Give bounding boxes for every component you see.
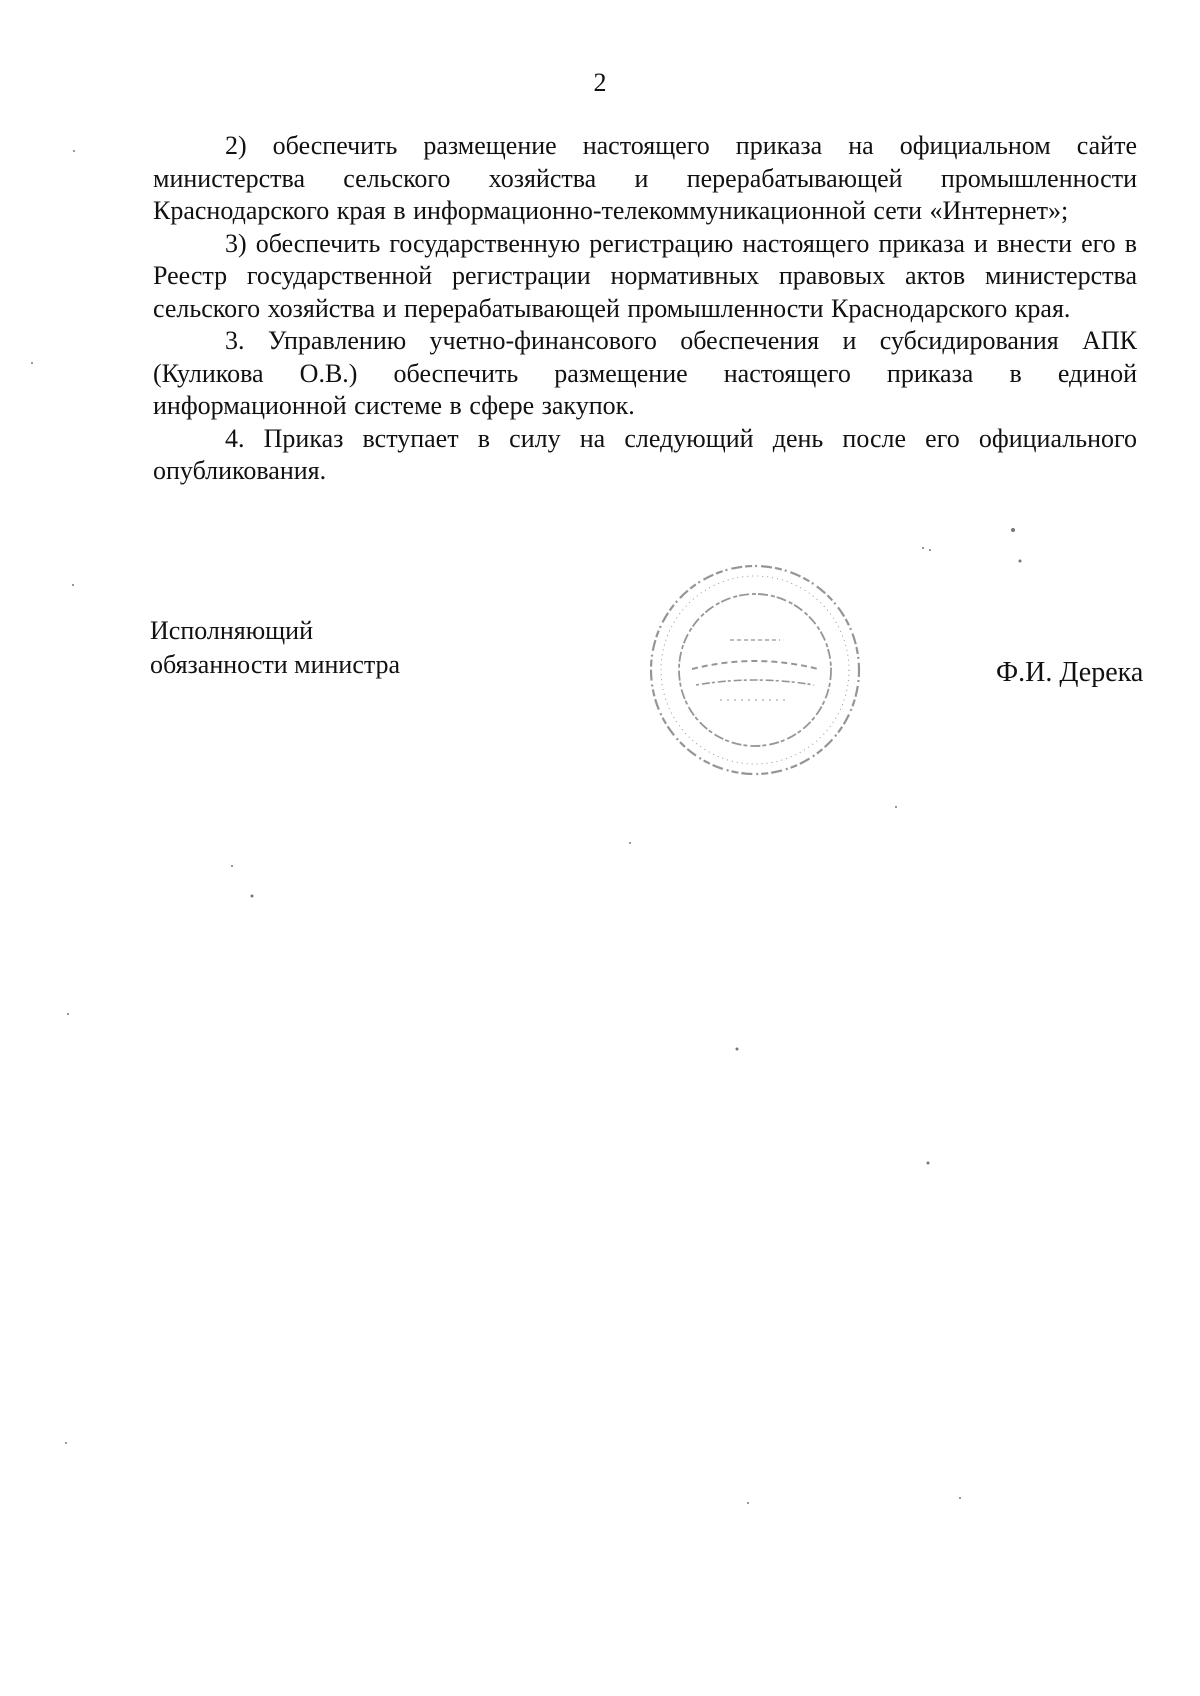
paragraph-item-2: 2) обеспечить размещение настоящего приказа на официальном сайте министерства сельского хозяйства и перерабатывающей промышленности Краснодарского края в информационно-телекоммуникационной сети «Интернет»; (153, 131, 1137, 225)
paragraph-section-4: 4. Приказ вступает в силу на следующий день после его официального опубликования. (153, 423, 1137, 485)
signatory-title (150, 614, 400, 682)
paragraph-item-3: 3) обеспечить государственную регистрацию настоящего приказа и внести его в Реестр государственной регистрации нормативных правовых актов министерства сельского хозяйства и перерабатывающей промышленности Краснодарского края. (153, 228, 1137, 323)
signatory-title-line-2: обязанности министра (150, 650, 401, 679)
paragraph-section-3: 3. Управлению учетно-финансового обеспечения и субсидирования АПК (Куликова О.В.) обеспечить размещение настоящего приказа в единой информационной системе в сфере закупок. (153, 326, 1137, 420)
official-seal-stamp (640, 555, 870, 785)
signatory-name: Ф.И. Дерека (996, 657, 1144, 688)
signatory-title-line-1: Исполняющий (150, 616, 314, 645)
document-body (153, 130, 1137, 488)
page-number: 2 (593, 68, 607, 97)
